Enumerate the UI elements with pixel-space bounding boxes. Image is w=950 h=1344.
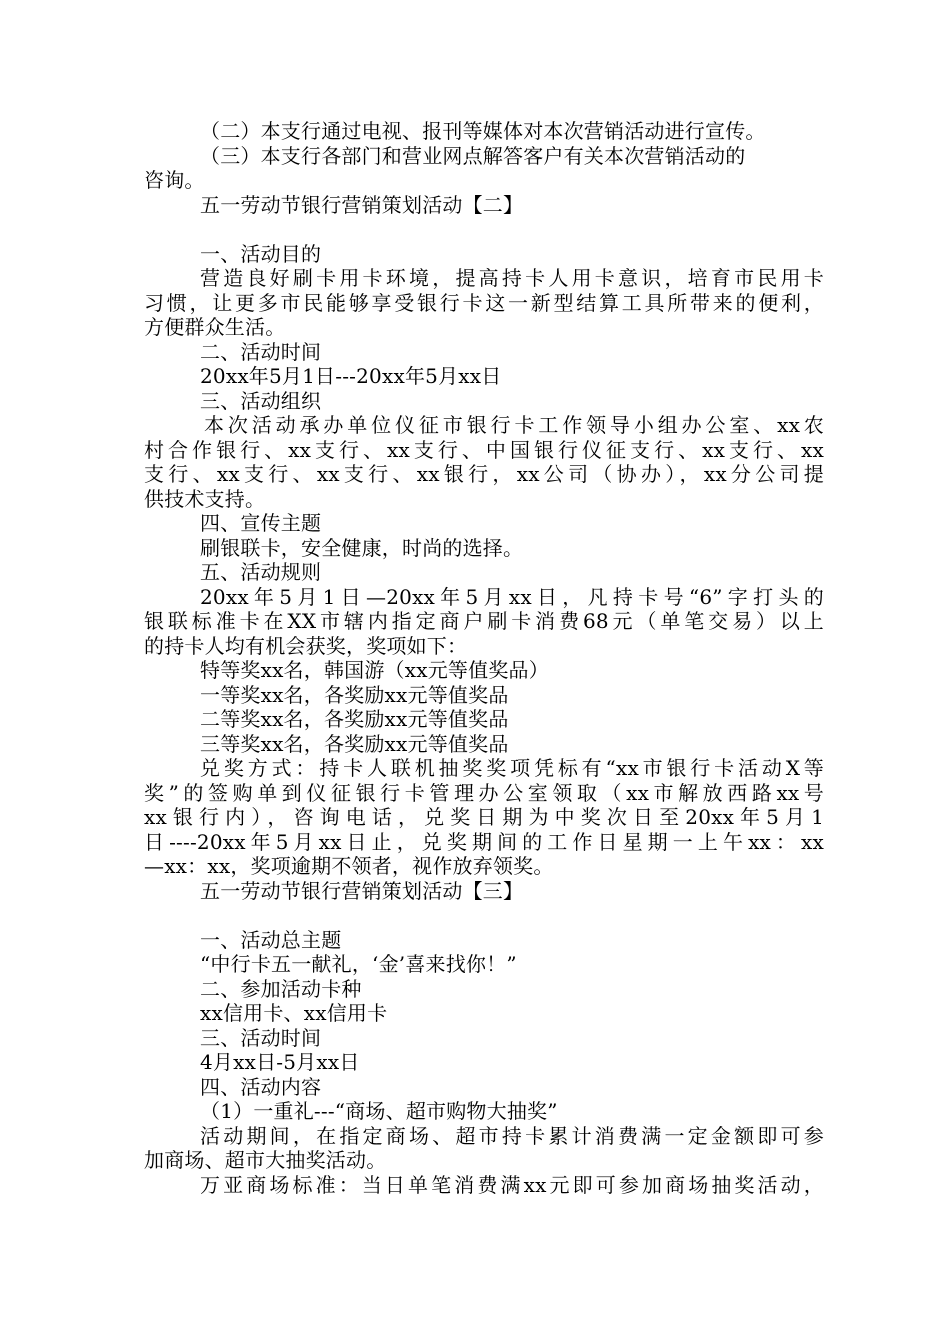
text-line: 活动期间，在指定商场、超市持卡累计消费满一定金额即可参 bbox=[200, 1123, 824, 1148]
text-line: 日----20xx年5月xx日止，兑奖期间的工作日星期一上午xx：xx bbox=[144, 829, 824, 854]
section-heading: 五一劳动节银行营销策划活动【三】 bbox=[200, 878, 524, 903]
text-line: 万亚商场标准：当日单笔消费满xx元即可参加商场抽奖活动， bbox=[200, 1172, 824, 1197]
text-line: —xx：xx，奖项逾期不领者，视作放弃领奖。 bbox=[144, 854, 554, 878]
subheading: 四、活动内容 bbox=[200, 1074, 322, 1099]
subheading: 三、活动组织 bbox=[200, 388, 322, 413]
text-line: 习惯，让更多市民能够享受银行卡这一新型结算工具所带来的便利， bbox=[144, 290, 824, 315]
text-line: （三）本支行各部门和营业网点解答客户有关本次营销活动的 bbox=[200, 143, 746, 168]
text-line: 支行、xx支行、xx支行、xx银行，xx公司（协办），xx分公司提 bbox=[144, 462, 824, 486]
subheading: 一、活动总主题 bbox=[200, 927, 342, 952]
text-line: 兑奖方式：持卡人联机抽奖奖项凭标有“xx市银行卡活动X等 bbox=[200, 756, 824, 780]
text-line: xx信用卡、xx信用卡 bbox=[200, 1001, 388, 1025]
text-line: 的持卡人均有机会获奖，奖项如下： bbox=[144, 633, 468, 658]
text-line: 刷银联卡，安全健康，时尚的选择。 bbox=[200, 535, 524, 560]
text-line: 咨询。 bbox=[144, 168, 205, 192]
subheading: 二、活动时间 bbox=[200, 339, 322, 364]
blank-line bbox=[144, 903, 824, 928]
text-line: 20xx年5月1日—20xx年5月xx日，凡持卡号“6”字打头的 bbox=[200, 584, 824, 609]
subheading: 四、宣传主题 bbox=[200, 511, 322, 535]
subheading: 一、活动目的 bbox=[200, 241, 322, 266]
section-heading: 五一劳动节银行营销策划活动【二】 bbox=[200, 192, 524, 217]
text-line: 营造良好刷卡用卡环境，提高持卡人用卡意识，培育市民用卡 bbox=[200, 266, 824, 290]
subheading: 五、活动规则 bbox=[200, 560, 322, 584]
text-line: （1）一重礼---“商场、超市购物大抽奖” bbox=[200, 1099, 558, 1123]
text-line: （二）本支行通过电视、报刊等媒体对本次营销活动进行宣传。 bbox=[200, 119, 766, 143]
text-line: 三等奖xx名，各奖励xx元等值奖品 bbox=[200, 731, 509, 756]
text-line: 银联标准卡在XX市辖内指定商户刷卡消费68元（单笔交易）以上 bbox=[144, 609, 824, 633]
document-body bbox=[144, 119, 824, 1197]
text-line: 方便群众生活。 bbox=[144, 315, 286, 339]
subheading: 三、活动时间 bbox=[200, 1025, 322, 1050]
blank-line bbox=[144, 217, 824, 242]
text-line: 本次活动承办单位仪征市银行卡工作领导小组办公室、xx农 bbox=[204, 413, 824, 437]
text-line: 4月xx日-5月xx日 bbox=[200, 1050, 360, 1074]
text-line: 一等奖xx名，各奖励xx元等值奖品 bbox=[200, 682, 509, 707]
text-line: 20xx年5月1日---20xx年5月xx日 bbox=[200, 364, 502, 388]
text-line: 村合作银行、xx支行、xx支行、中国银行仪征支行、xx支行、xx bbox=[144, 437, 824, 462]
text-line: “中行卡五一献礼，‘金’喜来找你！” bbox=[200, 952, 517, 976]
text-line: xx银行内），咨询电话，兑奖日期为中奖次日至20xx年5月1 bbox=[144, 805, 824, 829]
text-line: 加商场、超市大抽奖活动。 bbox=[144, 1148, 387, 1172]
subheading: 二、参加活动卡种 bbox=[200, 976, 362, 1001]
text-line: 奖”的签购单到仪征银行卡管理办公室领取（xx市解放西路xx号 bbox=[144, 780, 824, 805]
text-line: 供技术支持。 bbox=[144, 486, 266, 511]
text-line: 二等奖xx名，各奖励xx元等值奖品 bbox=[200, 707, 509, 731]
text-line: 特等奖xx名，韩国游（xx元等值奖品） bbox=[200, 658, 549, 682]
